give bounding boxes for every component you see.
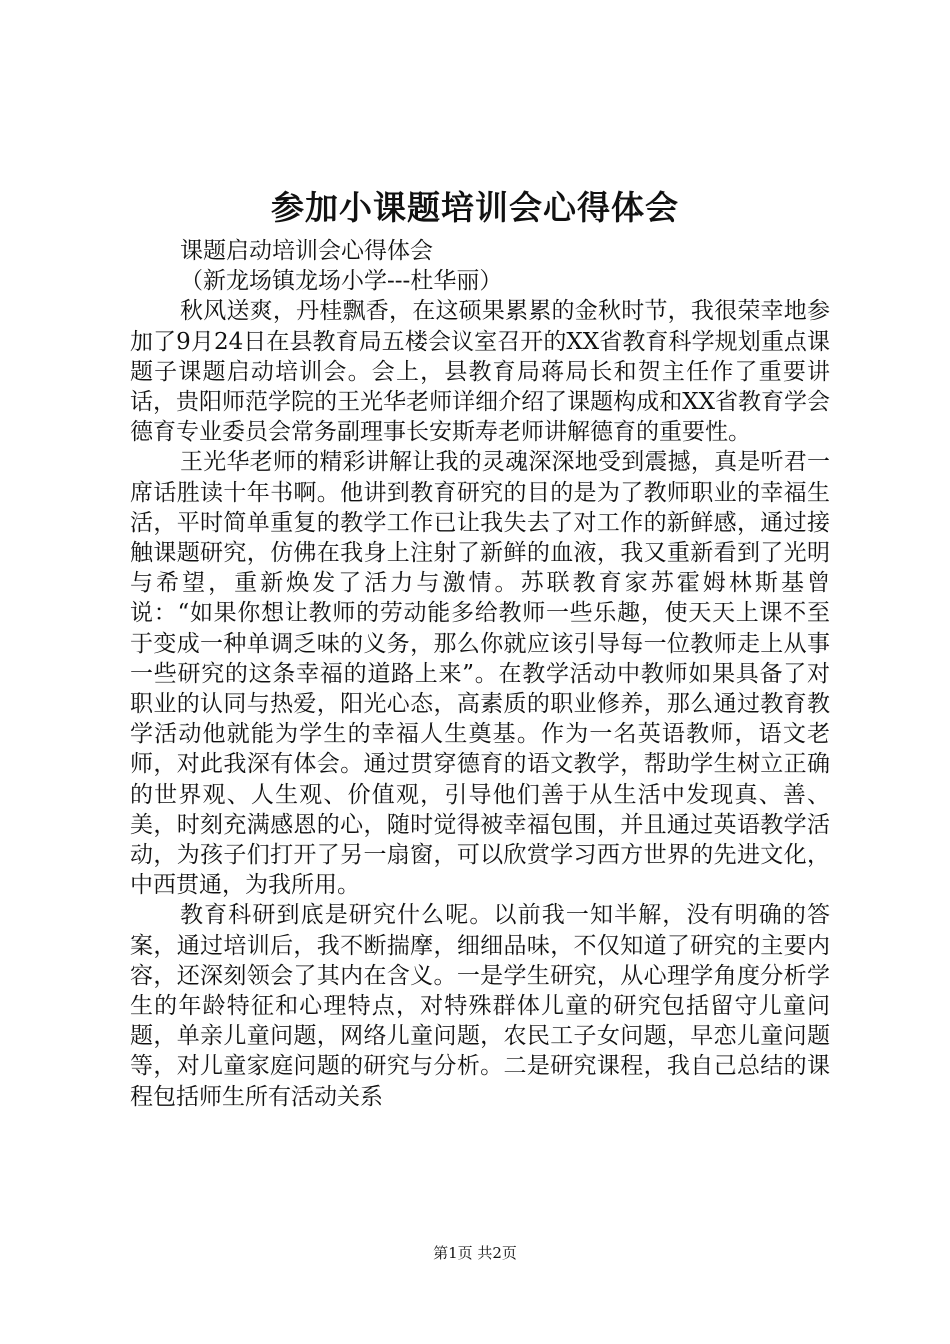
author-line: （新龙场镇龙场小学---杜华丽） bbox=[180, 268, 503, 295]
paragraph-3: 教育科研到底是研究什么呢。以前我一知半解，没有明确的答案，通过培训后，我不断揣摩，细细品味，不仅知道了研究的主要内容，还深刻领会了其内在含义。一是学生研究，从心理学角度分析学生的年龄特征和心理特点，对特殊群体儿童的研究包括留守儿童问题，单亲儿童问题，网络儿童问题，农民工子女问题，早恋儿童问题等，对儿童家庭问题的研究与分析。二是研究课程，我自己总结的课程包括师生所有活动关系 bbox=[130, 902, 830, 1110]
subtitle: 课题启动培训会心得体会 bbox=[180, 238, 433, 264]
paragraph-2: 王光华老师的精彩讲解让我的灵魂深深地受到震撼，真是听君一席话胜读十年书啊。他讲到教育研究的目的是为了教师职业的幸福生活，平时简单重复的教学工作已让我失去了对工作的新鲜感，通过接触课题研究，仿佛在我身上注射了新鲜的血液，我又重新看到了光明与希望，重新焕发了活力与激情。苏联教育家苏霍姆林斯基曾说：“如果你想让教师的劳动能多给教师一些乐趣，使天天上课不至于变成一种单调乏味的义务，那么你就应该引导每一位教师走上从事一些研究的这条幸福的道路上来”。在教学活动中教师如果具备了对职业的认同与热爱，阳光心态，高素质的职业修养，那么通过教育教学活动他就能为学生的幸福人生奠基。作为一名英语教师，语文老师，对此我深有体会。通过贯穿德育的语文教学，帮助学生树立正确的世界观、人生观、价值观，引导他们善于从生活中发现真、善、美，时刻充满感恩的心，随时觉得被幸福包围，并且通过英语教学活动，为孩子们打开了另一扇窗，可以欣赏学习西方世界的先进文化，中西贯通，为我所用。 bbox=[130, 449, 830, 899]
page-number-footer: 第1页 共2页 bbox=[433, 1244, 517, 1262]
document-body bbox=[130, 236, 830, 1112]
paragraph-1: 秋风送爽，丹桂飘香，在这硕果累累的金秋时节，我很荣幸地参加了9月24日在县教育局五楼会议室召开的XX省教育科学规划重点课题子课题启动培训会。会上，县教育局蒋局长和贺主任作了重要讲话，贵阳师范学院的王光华老师详细介绍了课题构成和XX省教育学会德育专业委员会常务副理事长安斯寿老师讲解德育的重要性。 bbox=[130, 298, 830, 446]
document-title: 参加小课题培训会心得体会 bbox=[271, 188, 679, 227]
